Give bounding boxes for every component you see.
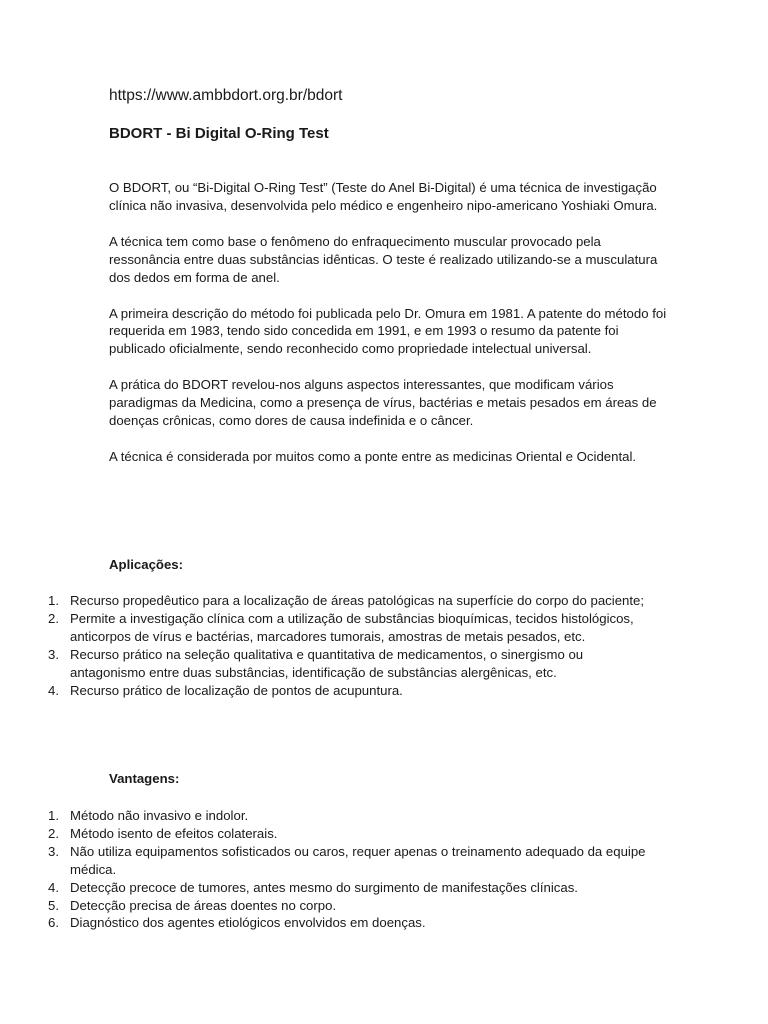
intro-body	[109, 179, 669, 484]
applications-list	[48, 592, 660, 699]
list-item-text: Recurso prático na seleção qualitativa e quantitativa de medicamentos, o sinergismo ou antagonismo entre duas substâncias, identificação de substâncias alergênicas, etc.	[70, 646, 584, 680]
applications-heading: Aplicações:	[109, 557, 184, 572]
list-item	[48, 914, 660, 932]
list-item-text: Recurso propedêutico para a localização de áreas patológicas na superfície do corpo do paciente;	[70, 593, 645, 608]
list-item-text: Detecção precisa de áreas doentes no corpo.	[70, 897, 337, 913]
list-item	[48, 646, 660, 682]
advantages-list	[48, 807, 660, 932]
list-number: 2.	[48, 610, 59, 626]
list-item	[48, 682, 660, 700]
list-item	[48, 897, 660, 915]
list-item-text: Recurso prático de localização de pontos de acupuntura.	[70, 682, 403, 698]
list-item-text: Detecção precoce de tumores, antes mesmo do surgimento de manifestações clínicas.	[70, 879, 578, 895]
list-number: 5.	[48, 897, 59, 913]
document-title: BDORT - Bi Digital O-Ring Test	[109, 125, 329, 142]
list-item	[48, 825, 660, 843]
list-item	[48, 879, 660, 897]
list-number: 6.	[48, 915, 59, 931]
list-item	[48, 592, 660, 610]
list-item	[48, 843, 660, 879]
list-item-text: Método não invasivo e indolor.	[70, 808, 249, 823]
paragraph: O BDORT, ou “Bi-Digital O-Ring Test” (Teste do Anel Bi-Digital) é uma técnica de investigação clínica não invasiva, desenvolvida pelo médico e engenheiro nipo-americano Yoshiaki Omura.	[109, 180, 658, 213]
list-item-text: Não utiliza equipamentos sofisticados ou caros, requer apenas o treinamento adequado da equipe médica.	[70, 843, 646, 877]
list-number: 2.	[48, 825, 59, 841]
list-number: 4.	[48, 682, 59, 698]
paragraph: A primeira descrição do método foi publicada pelo Dr. Omura em 1981. A patente do método foi requerida em 1983, tendo sido concedida em 1991, e em 1993 o resumo da patente foi publicado oficialmente, sendo reconhecido como propriedade intelectual universal.	[109, 305, 667, 357]
list-item-text: Permite a investigação clínica com a utilização de substâncias bioquímicas, tecidos histológicos, anticorpos de vírus e bactérias, marcadores tumorais, amostras de metais pesados, etc.	[70, 610, 634, 644]
list-number: 1.	[48, 808, 59, 823]
source-url: https://www.ambbdort.org.br/bdort	[109, 87, 343, 104]
list-number: 1.	[48, 593, 59, 608]
list-number: 3.	[48, 646, 59, 662]
list-item	[48, 807, 660, 825]
list-item-text: Diagnóstico dos agentes etiológicos envolvidos em doenças.	[70, 915, 426, 931]
list-number: 3.	[48, 843, 59, 859]
list-number: 4.	[48, 879, 59, 895]
list-item-text: Método isento de efeitos colaterais.	[70, 825, 278, 841]
paragraph: A técnica tem como base o fenômeno do enfraquecimento muscular provocado pela ressonância entre duas substâncias idênticas. O teste é realizado utilizando-se a musculatura dos dedos em forma de anel.	[109, 233, 658, 285]
advantages-heading: Vantagens:	[109, 771, 180, 786]
list-item	[48, 610, 660, 646]
paragraph: A técnica é considerada por muitos como a ponte entre as medicinas Oriental e Ocidental.	[109, 448, 637, 464]
paragraph: A prática do BDORT revelou-nos alguns aspectos interessantes, que modificam vários paradigmas da Medicina, como a presença de vírus, bactérias e metais pesados em áreas de doenças crônicas, como dores de causa indefinida e o câncer.	[109, 377, 657, 429]
